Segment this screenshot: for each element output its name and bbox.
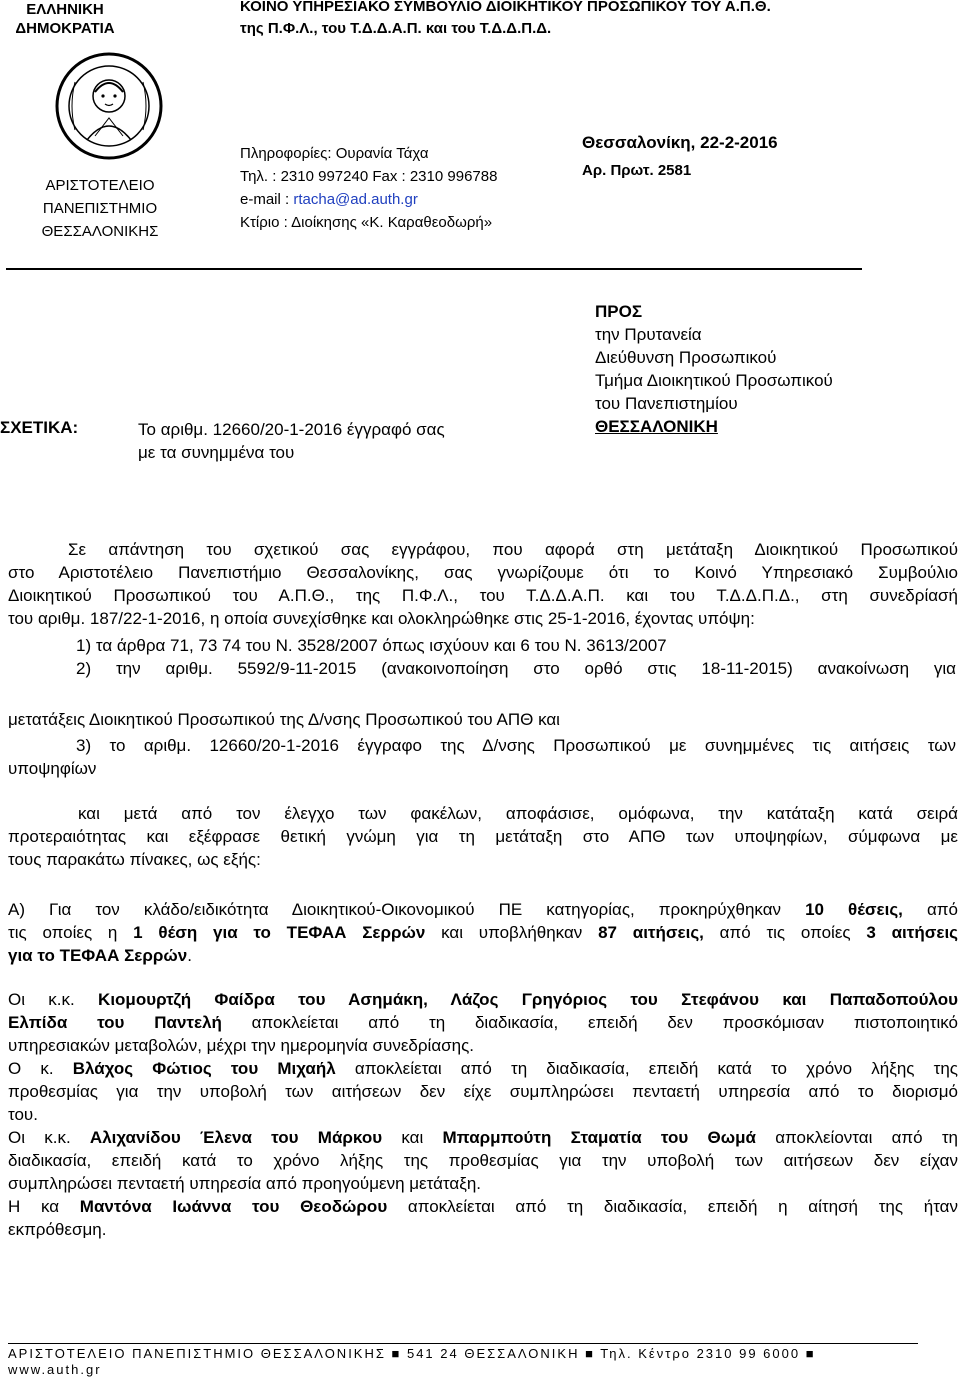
decision-paragraph: και μετά από τον έλεγχο των φακέλων, αποφάσισε, ομόφωνα, την κατάταξη κατά σειρά προτεραιότητας και εξέφρασε θετική γνώμη για τη μετάταξη στο ΑΠΘ των υποψηφίων, σύμφωνα με τους παρακάτω πίνακες, ως εξής:	[8, 804, 958, 869]
list-item: 1) τα άρθρα 71, 73 74 του Ν. 3528/2007 όπως ισχύουν και 6 του Ν. 3613/2007	[76, 636, 667, 655]
header-divider	[6, 268, 862, 270]
footer-divider	[8, 1343, 918, 1344]
contact-email-row: e-mail : rtacha@ad.auth.gr	[240, 191, 418, 208]
university-name: ΑΡΙΣΤΟΤΕΛΕΙΟ ΠΑΝΕΠΙΣΤΗΜΙΟ ΘΕΣΣΑΛΟΝΙΚΗΣ	[41, 177, 159, 240]
considerations-list	[76, 634, 956, 680]
protocol-number: Αρ. Πρωτ. 2581	[582, 162, 692, 179]
exclusions-paragraph: Οι κ.κ. Κιομουρτζή Φαίδρα του Ασημάκη, Λάζος Γρηγόριος του Στεφάνου και Παπαδοπούλου Ελπίδα του Παντελή αποκλείεται από τη διαδικασία, επειδή δεν προσκόμισαν πιστοποιητικό υπηρεσιακών μεταβολών, μέχρι την ημερομηνία συνεδρίασης. Ο κ. Βλάχος Φώτιος του Μιχαήλ αποκλείεται από τη διαδικασία, επειδή κατά το χρόνο λήξης της προθεσμίας για την υποβολή των αιτήσεων δεν είχε συμπληρώσει πενταετή υπηρεσία από το διορισμό του. Οι κ.κ. Αλιχανίδου Έλενα του Μάρκου και Μπαρμπούτη Σταματία του Θωμά αποκλείονται από τη διαδικασία, επειδή κατά το χρόνο λήξης της προθεσμίας για την υποβολή των αιτήσεων δεν είχαν συμπληρώσει πενταετή υπηρεσία από προηγούμενη μετάταξη. Η κα Μαντόνα Ιωάννα του Θεοδώρου αποκλείεται από τη διαδικασία, επειδή η αίτησή της ήταν εκπρόθεσμη.	[8, 990, 959, 1239]
document-date: Θεσσαλονίκη, 22-2-2016	[582, 133, 778, 152]
footer-website: www.auth.gr	[8, 1362, 102, 1377]
body-intro: Σε απάντηση του σχετικού σας εγγράφου, που αφορά στη μετάταξη Διοικητικού Προσωπικού στο Αριστοτέλειο Πανεπιστήμιο Θεσσαλονίκης, σας γνωρίζουμε ότι το Κοινό Υπηρεσιακό Συμβούλιο Διοικητικού Προσωπικού του Α.Π.Θ., της Π.Φ.Λ., του Τ.Δ.Δ.Α.Π. και του Τ.Δ.Δ.Π.Δ., στη συνεδρίασή του αριθμ. 187/22-1-2016, η οποία συνεχίσθηκε και ολοκληρώθηκε στις 25-1-2016, έχοντας υπόψη:	[8, 540, 958, 628]
contact-phone: Τηλ. : 2310 997240 Fax : 2310 996788	[240, 168, 498, 185]
contact-person: Πληροφορίες: Ουρανία Τάχα	[240, 145, 429, 162]
council-title: ΚΟΙΝΟ ΥΠΗΡΕΣΙΑΚΟ ΣΥΜΒΟΥΛΙΟ ΔΙΟΙΚΗΤΙΚΟΥ ΠΡΟΣΩΠΙΚΟΥ ΤΟΥ Α.Π.Θ. της Π.Φ.Λ., του Τ.Δ.Δ.Α.Π. και του Τ.Δ.Δ.Π.Δ.	[240, 0, 771, 37]
country-name: ΕΛΛΗΝΙΚΗ ΔΗΜΟΚΡΑΤΙΑ	[15, 1, 115, 37]
contact-building: Κτίριο : Διοίκησης «Κ. Καραθεοδωρή»	[240, 214, 493, 231]
subject-text: Το αριθμ. 12660/20-1-2016 έγγραφό σας με τα συνημμένα του	[138, 420, 445, 462]
list-item: 2) την αριθμ. 5592/9-11-2015 (ανακοινοποίηση στο ορθό στις 18-11-2015) ανακοίνωση για	[76, 659, 956, 678]
footer	[8, 1346, 816, 1378]
date-ref	[582, 132, 778, 182]
footer-address: ΑΡΙΣΤΟΤΕΛΕΙΟ ΠΑΝΕΠΙΣΤΗΜΙΟ ΘΕΣΣΑΛΟΝΙΚΗΣ ■ 541 24 ΘΕΣΣΑΛΟΝΙΚΗ ■ Τηλ. Κέντρο 2310 99 6000 ■	[8, 1346, 816, 1361]
category-a-paragraph: Α) Για τον κλάδο/ειδικότητα Διοικητικού-Οικονομικού ΠΕ κατηγορίας, προκηρύχθηκαν 10 θέσεις, από τις οποίες η 1 θέση για το ΤΕΦΑΑ Σερρών και υποβλήθηκαν 87 αιτήσεις, από τις οποίες 3 αιτήσεις για το ΤΕΦΑΑ Σερρών.	[8, 900, 959, 965]
email-link[interactable]: rtacha@ad.auth.gr	[293, 191, 418, 208]
recipient-block: ΠΡΟΣ την Πρυτανεία Διεύθυνση Προσωπικού Τμήμα Διοικητικού Προσωπικού του Πανεπιστημίου ΘΕΣΣΑΛΟΝΙΚΗ	[595, 302, 833, 436]
contact-info	[240, 142, 497, 234]
considerations-cont: μετατάξεις Διοικητικού Προσωπικού της Δ/νσης Προσωπικού του ΑΠΘ και	[8, 710, 560, 729]
university-seal-logo	[55, 52, 163, 160]
subject-label: ΣΧΕΤΙΚΑ:	[0, 418, 79, 437]
list-item-3: 3) το αριθμ. 12660/20-1-2016 έγγραφο της Δ/νσης Προσωπικού με συνημμένες τις αιτήσεις των	[76, 736, 956, 755]
list-item-3-cont: υποψηφίων	[8, 759, 97, 778]
